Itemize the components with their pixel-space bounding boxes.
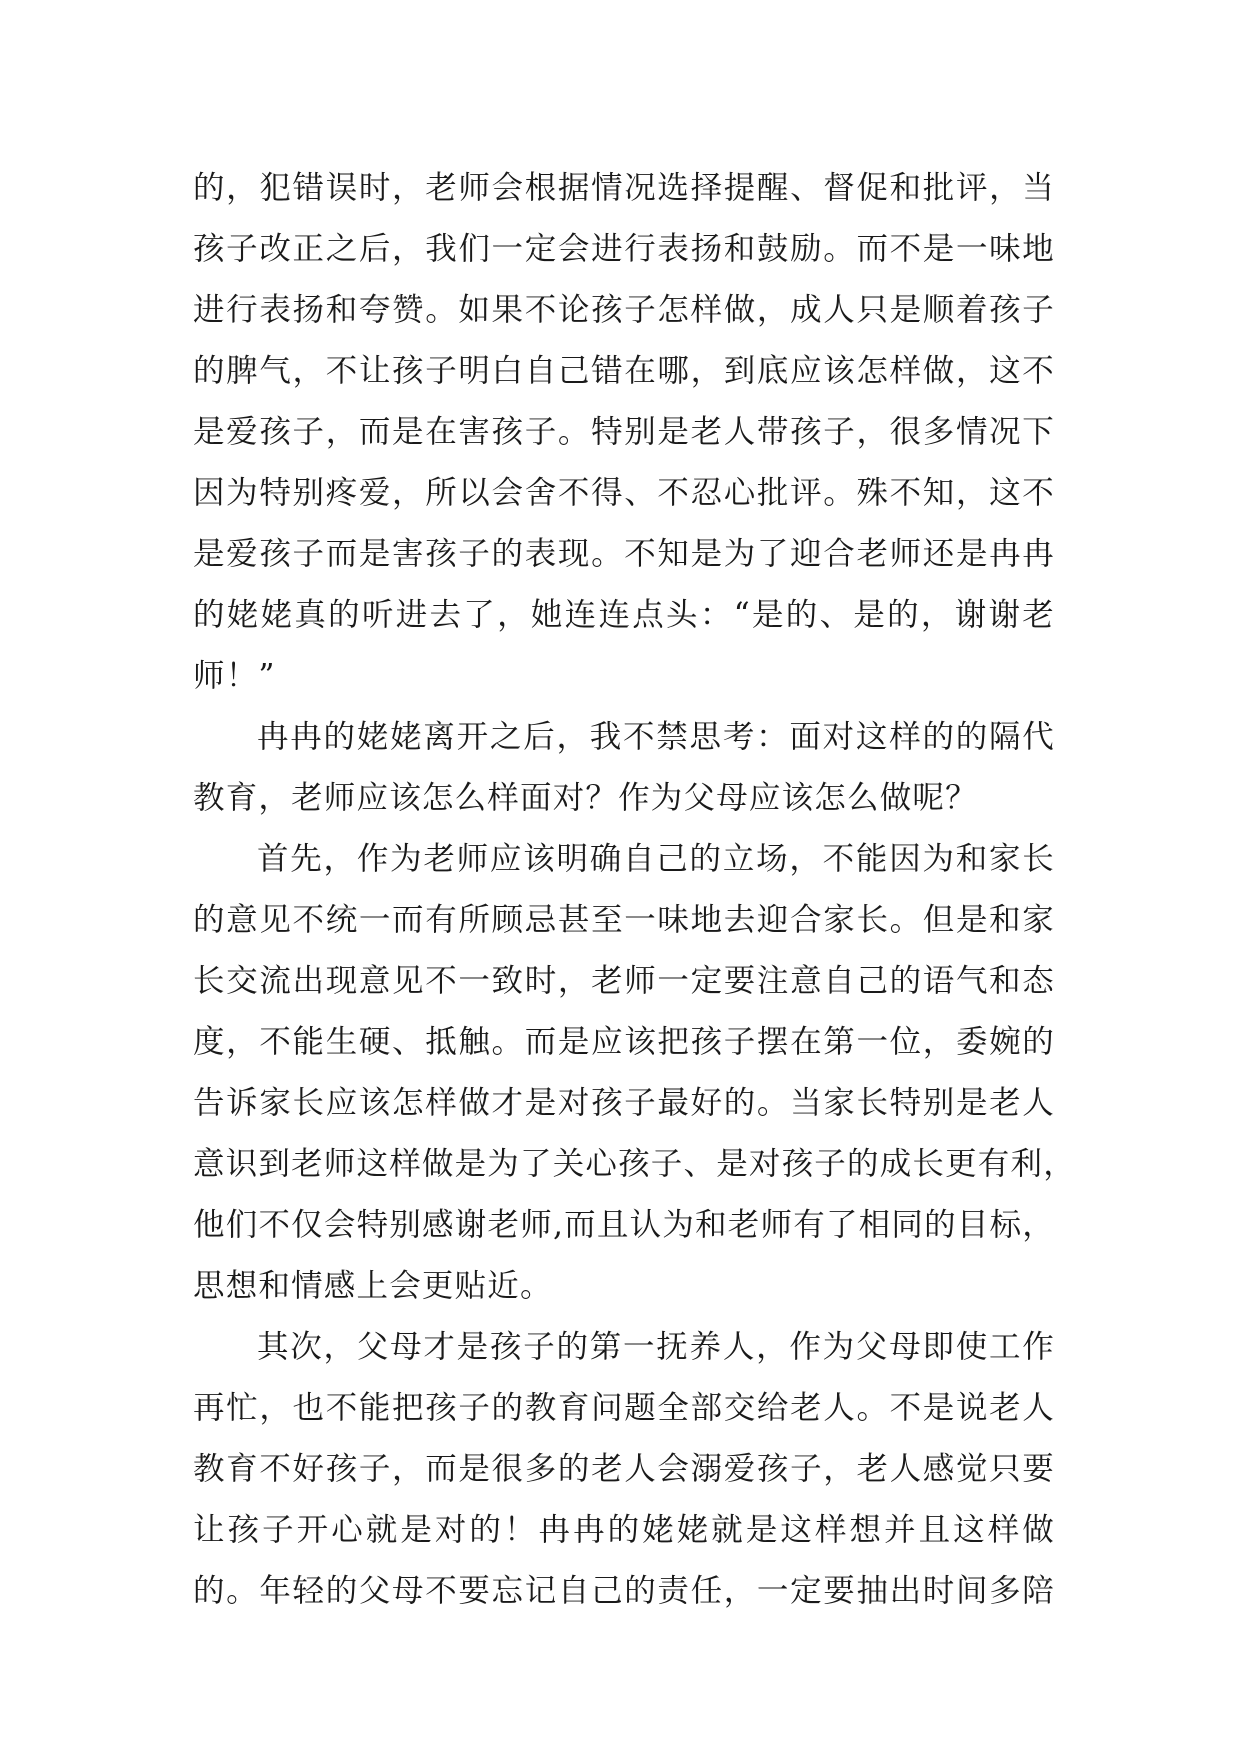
text-line: 因为特别疼爱，所以会舍不得、不忍心批评。殊不知，这不 bbox=[193, 475, 1055, 511]
text-line: 的，犯错误时，老师会根据情况选择提醒、督促和批评，当 bbox=[193, 170, 1055, 206]
paragraph-start-line: 冉冉的姥姥离开之后，我不禁思考：面对这样的的隔代 bbox=[257, 719, 1055, 755]
text-line: 度，不能生硬、抵触。而是应该把孩子摆在第一位，委婉的 bbox=[193, 1024, 1055, 1060]
text-line: 是爱孩子而是害孩子的表现。不知是为了迎合老师还是冉冉 bbox=[193, 536, 1055, 572]
text-line: 他们不仅会特别感谢老师,而且认为和老师有了相同的目标， bbox=[193, 1207, 1055, 1243]
text-line: 进行表扬和夸赞。如果不论孩子怎样做，成人只是顺着孩子 bbox=[193, 292, 1055, 328]
text-line: 师！” bbox=[193, 658, 276, 694]
text-line: 的意见不统一而有所顾忌甚至一味地去迎合家长。但是和家 bbox=[193, 902, 1055, 938]
text-line: 教育不好孩子，而是很多的老人会溺爱孩子，老人感觉只要 bbox=[193, 1451, 1055, 1487]
paragraph-start-line: 首先，作为老师应该明确自己的立场，不能因为和家长 bbox=[257, 841, 1055, 877]
text-line: 教育，老师应该怎么样面对？作为父母应该怎么做呢？ bbox=[193, 780, 978, 816]
text-line: 思想和情感上会更贴近。 bbox=[193, 1268, 553, 1304]
body-text bbox=[193, 158, 1076, 1622]
paragraph-start-line: 其次，父母才是孩子的第一抚养人，作为父母即使工作 bbox=[257, 1329, 1055, 1365]
text-line: 的脾气，不让孩子明白自己错在哪，到底应该怎样做，这不 bbox=[193, 353, 1055, 389]
text-line: 是爱孩子，而是在害孩子。特别是老人带孩子，很多情况下 bbox=[193, 414, 1055, 450]
text-line: 意识到老师这样做是为了关心孩子、是对孩子的成长更有利， bbox=[193, 1146, 1076, 1182]
text-line: 再忙，也不能把孩子的教育问题全部交给老人。不是说老人 bbox=[193, 1390, 1055, 1426]
text-line: 告诉家长应该怎样做才是对孩子最好的。当家长特别是老人 bbox=[193, 1085, 1055, 1121]
text-line: 的姥姥真的听进去了，她连连点头：“是的、是的，谢谢老 bbox=[193, 597, 1055, 633]
text-line: 的。年轻的父母不要忘记自己的责任，一定要抽出时间多陪 bbox=[193, 1573, 1055, 1609]
text-line: 孩子改正之后，我们一定会进行表扬和鼓励。而不是一味地 bbox=[193, 231, 1055, 267]
text-line: 长交流出现意见不一致时，老师一定要注意自己的语气和态 bbox=[193, 963, 1055, 999]
text-line: 让孩子开心就是对的！冉冉的姥姥就是这样想并且这样做 bbox=[193, 1512, 1055, 1548]
